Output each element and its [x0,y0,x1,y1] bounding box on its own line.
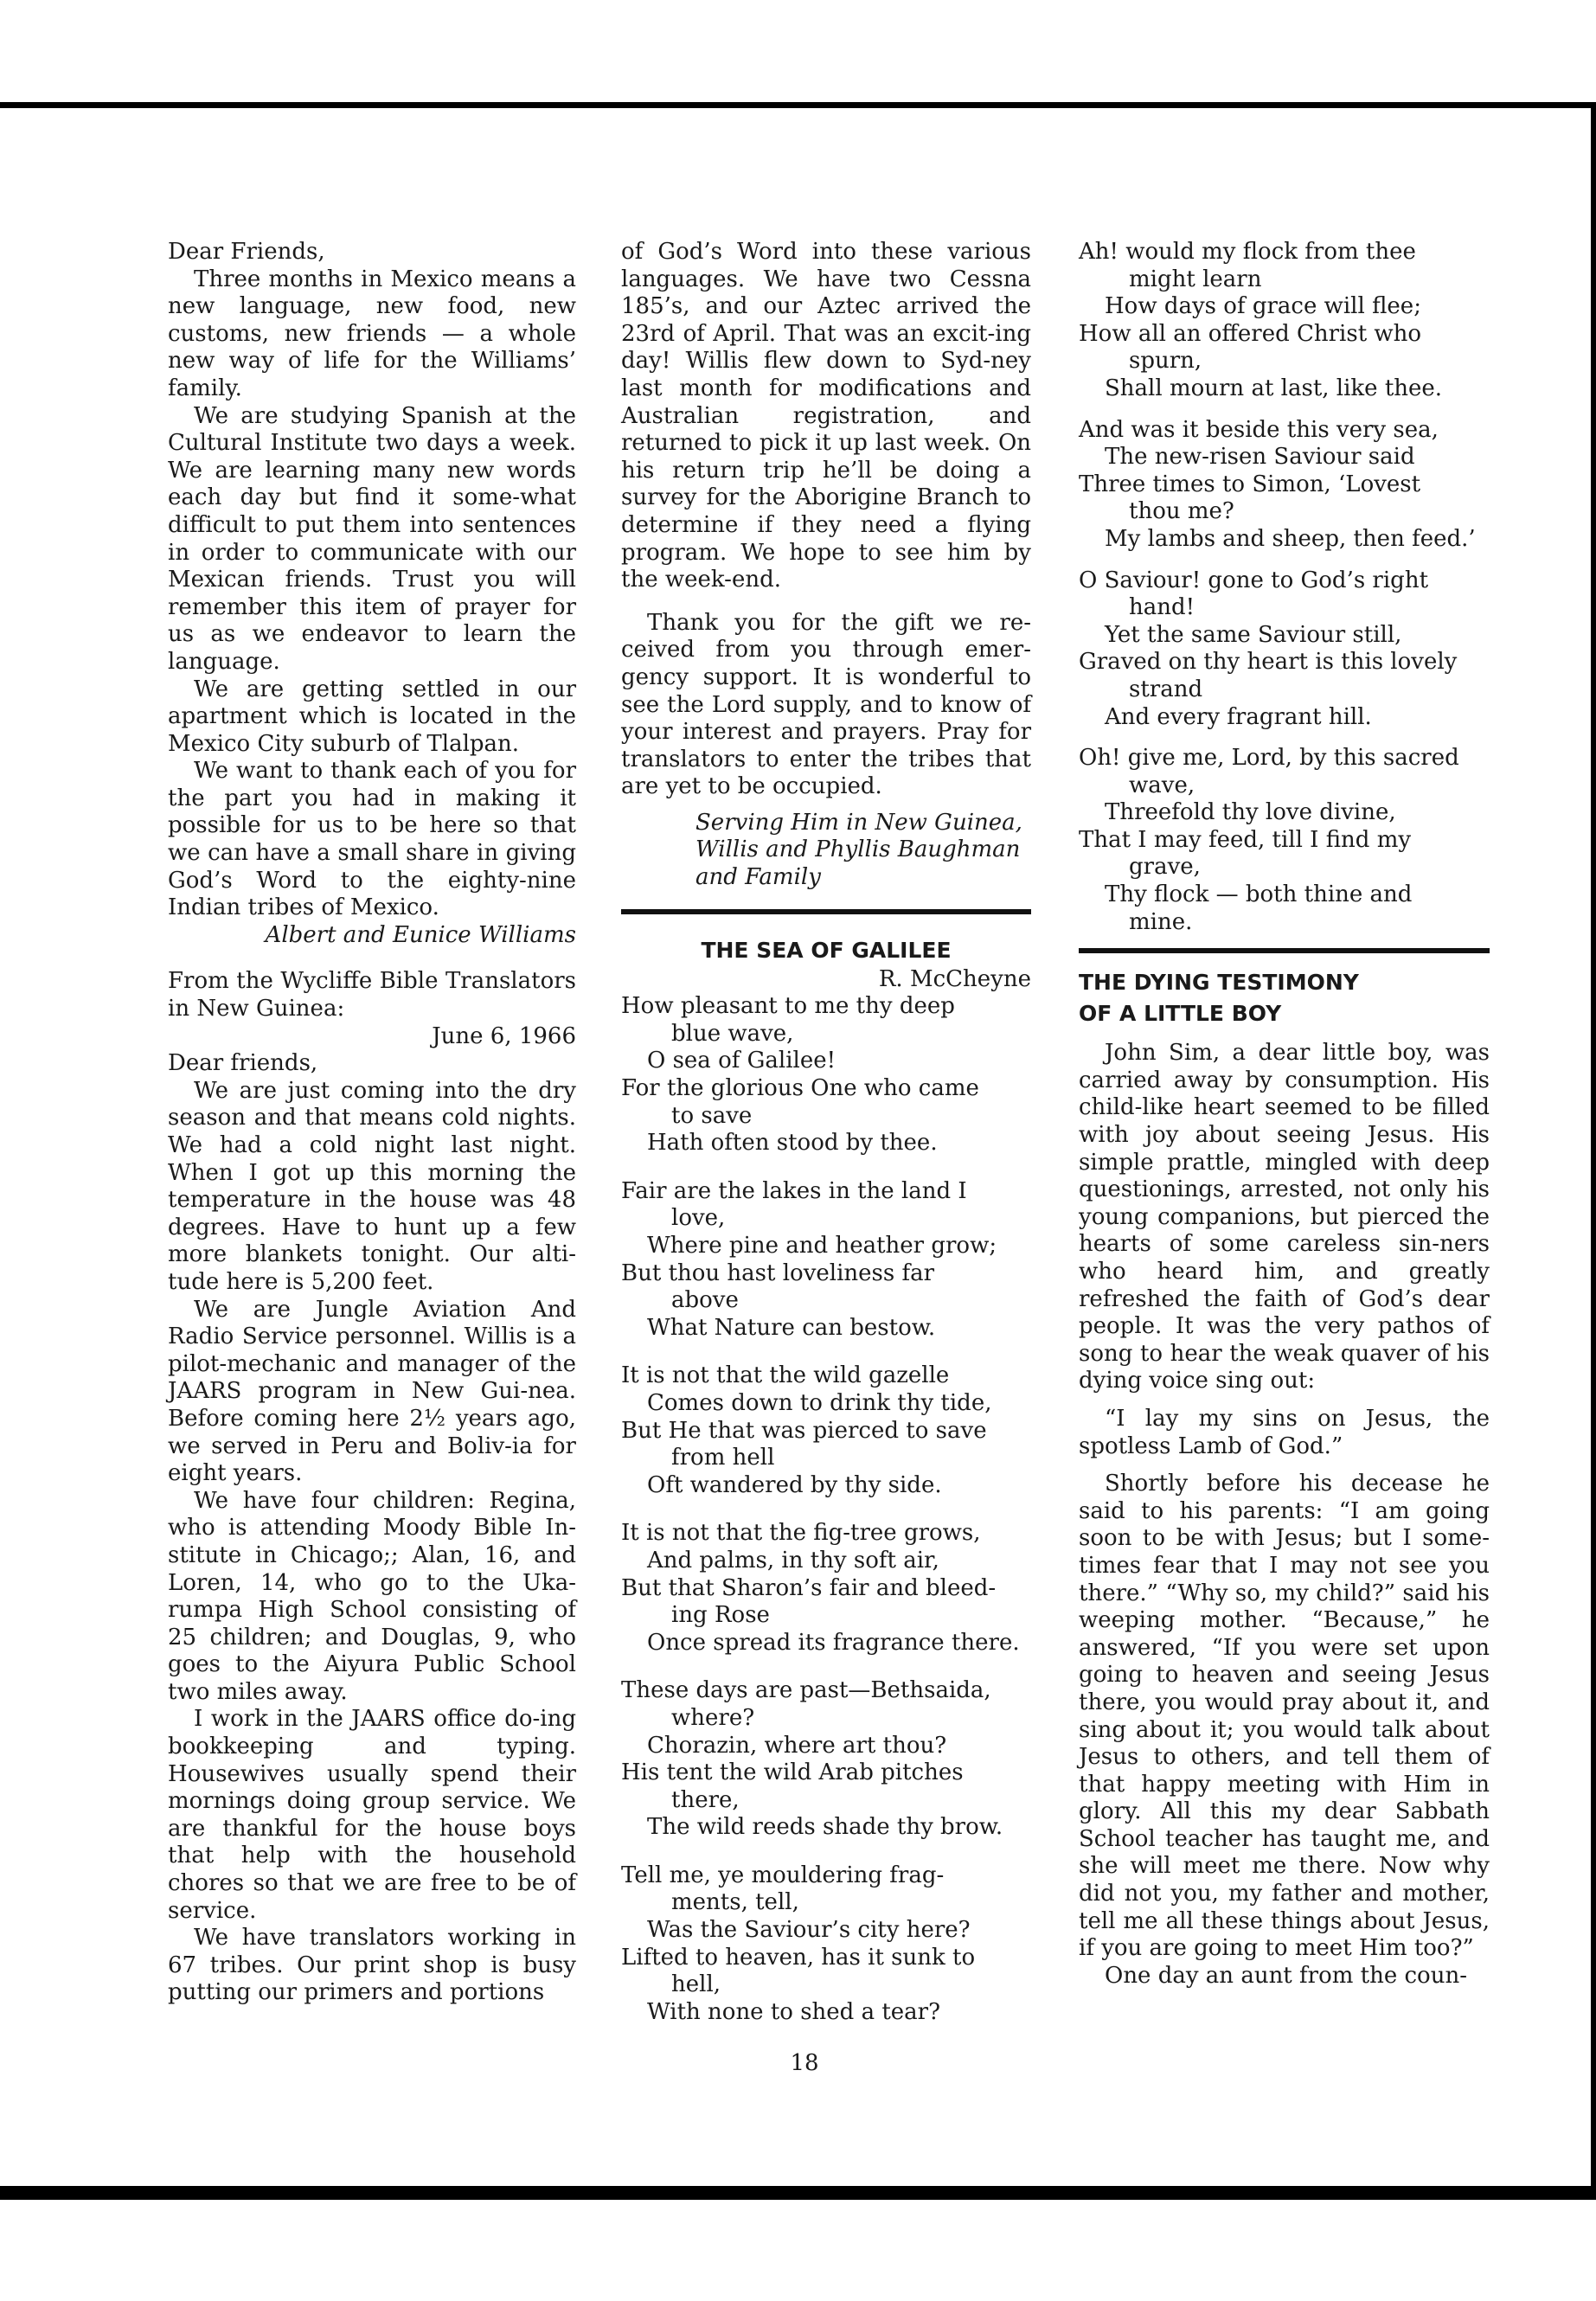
paragraph: We have translators working in 67 tribes. Our print shop is busy putting our primers and portions [168,1925,576,2006]
letter-signature: Serving Him in New Guinea, Willis and Phyllis Baughman and Family [695,809,1022,891]
letter-date: June 6, 1966 [432,1022,576,1049]
paragraph: We have four children: Regina, who is attending Moody Bible In-stitute in Chicago;; Alan, 16, and Loren, 14, who go to the Uka-rumpa High School consisting of 25 children; and Douglas, 9, who goes to the Aiyura Public School two miles away. [168,1487,576,1705]
poem-stanza: O Saviour! gone to God’s right hand! Yet the same Saviour still, Graved on thy heart is this lovely strand And every fragrant hill. [1079,567,1458,730]
page-number: 18 [790,2050,819,2076]
paragraph: of God’s Word into these various languages. We have two Cessna 185’s, and our Aztec arrived the 23rd of April. That was an excit-ing day! Willis flew down to Syd-ney last month for modifications and Australian registration, and returned to pick it up last week. On his return trip he’ll be doing a survey for the Aborigine Branch to determine if they need a flying program. We hope to see him by the week-end. [621,239,1031,593]
paragraph: We are studying Spanish at the Cultural Institute two days a week. We are learning many new words each day but find it some-what difficult to put them into sentences in order to communicate with our Mexican friends. Trust you will remember this item of prayer for us as we endeavor to learn the language. [168,402,576,675]
poem-stanza: Fair are the lakes in the land I love, Where pine and heather grow; But thou hast loveliness far above What Nature can bestow. [621,1177,997,1341]
right-border-rule [1591,102,1596,2200]
poem-author: R. McCheyne [878,965,1031,992]
poem-stanza: Ah! would my flock from thee might learn How days of grace will flee; How all an offered Christ who spurn, Shall mourn at last, like thee. [1079,239,1443,401]
letter-greeting: Dear friends, [168,1050,318,1077]
paragraph: I work in the JAARS office do-ing bookkeeping and typing. Housewives usually spend their mornings doing group service. We are thankful for the house boys that help with the household chores so that we are free to be of service. [168,1706,576,1924]
poem-stanza: It is not that the fig-tree grows, And palms, in thy soft air, But that Sharon’s fair and bleed- ing Rose Once spread its fragrance there. [621,1520,1020,1656]
paragraph: We are Jungle Aviation And Radio Service personnel. Willis is a pilot-mechanic and manager of the JAARS program in New Gui-nea. Before coming here 2½ years ago, we served in Peru and Boliv-ia for eight years. [168,1296,576,1487]
poem-stanza: Oh! give me, Lord, by this sacred wave, Threefold thy love divine, That I may feed, till I find my grave, Thy flock — both thine and mine. [1079,745,1459,935]
paragraph: We are getting settled in our apartment which is located in the Mexico City suburb of Tlalpan. [168,676,576,757]
paragraph: Thank you for the gift we re-ceived from you through emer-gency support. It is wonderful to see the Lord supply, and to know of your interest and prayers. Pray for translators to enter the tribes that are yet to be occupied. [621,609,1031,800]
paragraph: John Sim, a dear little boy, was carried away by consumption. His child-like heart seemed to be filled with joy about seeing Jesus. His simple prattle, mingled with deep questionings, arrested, not only his young companions, but pierced the hearts of some careless sin-ners who heard him, and greatly refreshed the faith of God’s dear people. It was the very pathos of song to hear the weak quaver of his dying voice sing out: [1079,1040,1490,1394]
paragraph: Three months in Mexico means a new language, new food, new customs, new friends — a whole new way of life for the Williams’ family. [168,266,576,401]
poem-stanza: It is not that the wild gazelle Comes down to drink thy tide, But He that was pierced to save from hell Oft wandered by thy side. [621,1362,992,1498]
paragraph: Shortly before his decease he said to his parents: “I am going soon to be with Jesus; but I some-times fear that I may not see you there.” “Why so, my child?” said his weeping mother. “Because,” he answered, “If you were set upon going to heaven and seeing Jesus there, you would pray about it, and sing about it; you would talk about Jesus to others, and tell them of that happy meeting with Him in glory. All this my dear Sabbath School teacher has taught me, and she will meet me there. Now why did not you, my father and mother, tell me all these things about Jesus, if you are going to meet Him too?” [1079,1471,1490,1962]
top-border-rule [0,102,1596,108]
letter-signature: Albert and Eunice Williams [265,921,576,948]
column-1 [168,239,576,2007]
poem-stanza: Tell me, ye mouldering frag- ments, tell, Was the Saviour’s city here? Lifted to heaven, has it sunk to hell, With none to shed a tear? [621,1862,976,2025]
letter-intro: From the Wycliffe Bible Translators in New Guinea: [168,968,576,1022]
poem-stanza: These days are past—Bethsaida, where? Chorazin, where art thou? His tent the wild Arab pitches there, The wild reeds shade thy brow. [621,1677,1003,1841]
poem-title: THE SEA OF GALILEE [701,937,952,963]
paragraph: One day an aunt from the coun- [1105,1962,1467,1989]
poem-stanza: And was it beside this very sea, The new-risen Saviour said Three times to Simon, ‘Lovest thou me? My lambs and sheep, then feed.’ [1079,416,1476,552]
bottom-border-rule [0,2186,1596,2200]
section-divider [1079,948,1490,953]
paragraph: We want to thank each of you for the part you had in making it possible for us to be here so that we can have a small share in giving God’s Word to the eighty-nine Indian tribes of Mexico. [168,758,576,921]
paragraph: “I lay my sins on Jesus, the spotless Lamb of God.” [1079,1405,1490,1459]
column-2 [621,239,1031,2047]
paragraph: We are just coming into the dry season and that means cold nights. We had a cold night last night. When I got up this morning the temperature in the house was 48 degrees. Have to hunt up a few more blankets tonight. Our alti-tude here is 5,200 feet. [168,1077,576,1295]
poem-stanza: How pleasant to me thy deep blue wave, O sea of Galilee! For the glorious One who came to save Hath often stood by thee. [621,993,979,1157]
article-title: THE DYING TESTIMONY OF A LITTLE BOY [1079,970,1359,1027]
letter-greeting: Dear Friends, [168,239,325,265]
column-3 [1079,239,1490,1990]
section-divider [621,909,1031,914]
